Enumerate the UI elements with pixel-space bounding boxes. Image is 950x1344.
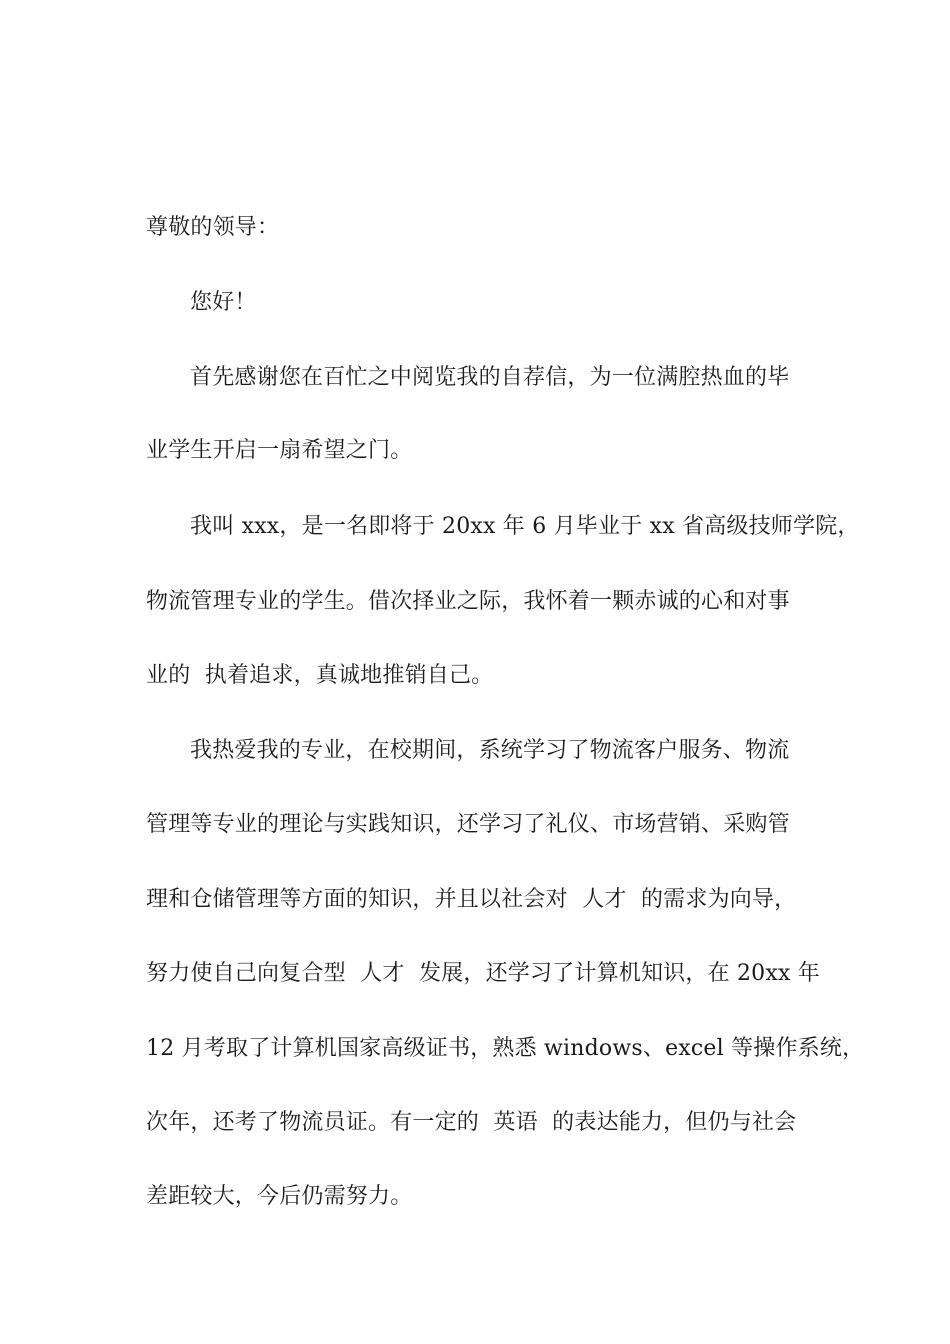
paragraph-line: 12 月考取了计算机国家高级证书，熟悉 windows、excel 等操作系统， [146, 1036, 865, 1061]
paragraph-line: 次年，还考了物流员证。有一定的 英语 的表达能力，但仍与社会 [146, 1110, 797, 1135]
paragraph-line: 差距较大，今后仍需努力。 [146, 1184, 413, 1209]
salutation: 尊敬的领导： [146, 215, 280, 240]
paragraph-line: 理和仓储管理等方面的知识，并且以社会对 人才 的需求为向导， [146, 887, 797, 912]
paragraph-line: 我热爱我的专业，在校期间，系统学习了物流客户服务、物流 [190, 738, 790, 763]
paragraph-line: 业学生开启一扇希望之门。 [146, 438, 413, 463]
paragraph-line: 业的 执着追求，真诚地推销自己。 [146, 663, 494, 688]
paragraph-line: 我叫 xxx，是一名即将于 20xx 年 6 月毕业于 xx 省高级技师学院， [190, 514, 860, 539]
paragraph-line: 努力使自己向复合型 人才 发展，还学习了计算机知识，在 20xx 年 [146, 961, 820, 986]
greeting: 您好！ [190, 290, 257, 315]
paragraph-line: 首先感谢您在百忙之中阅览我的自荐信，为一位满腔热血的毕 [190, 365, 790, 390]
paragraph-line: 物流管理专业的学生。借次择业之际，我怀着一颗赤诚的心和对事 [146, 589, 790, 614]
paragraph-line: 管理等专业的理论与实践知识，还学习了礼仪、市场营销、采购管 [146, 812, 790, 837]
